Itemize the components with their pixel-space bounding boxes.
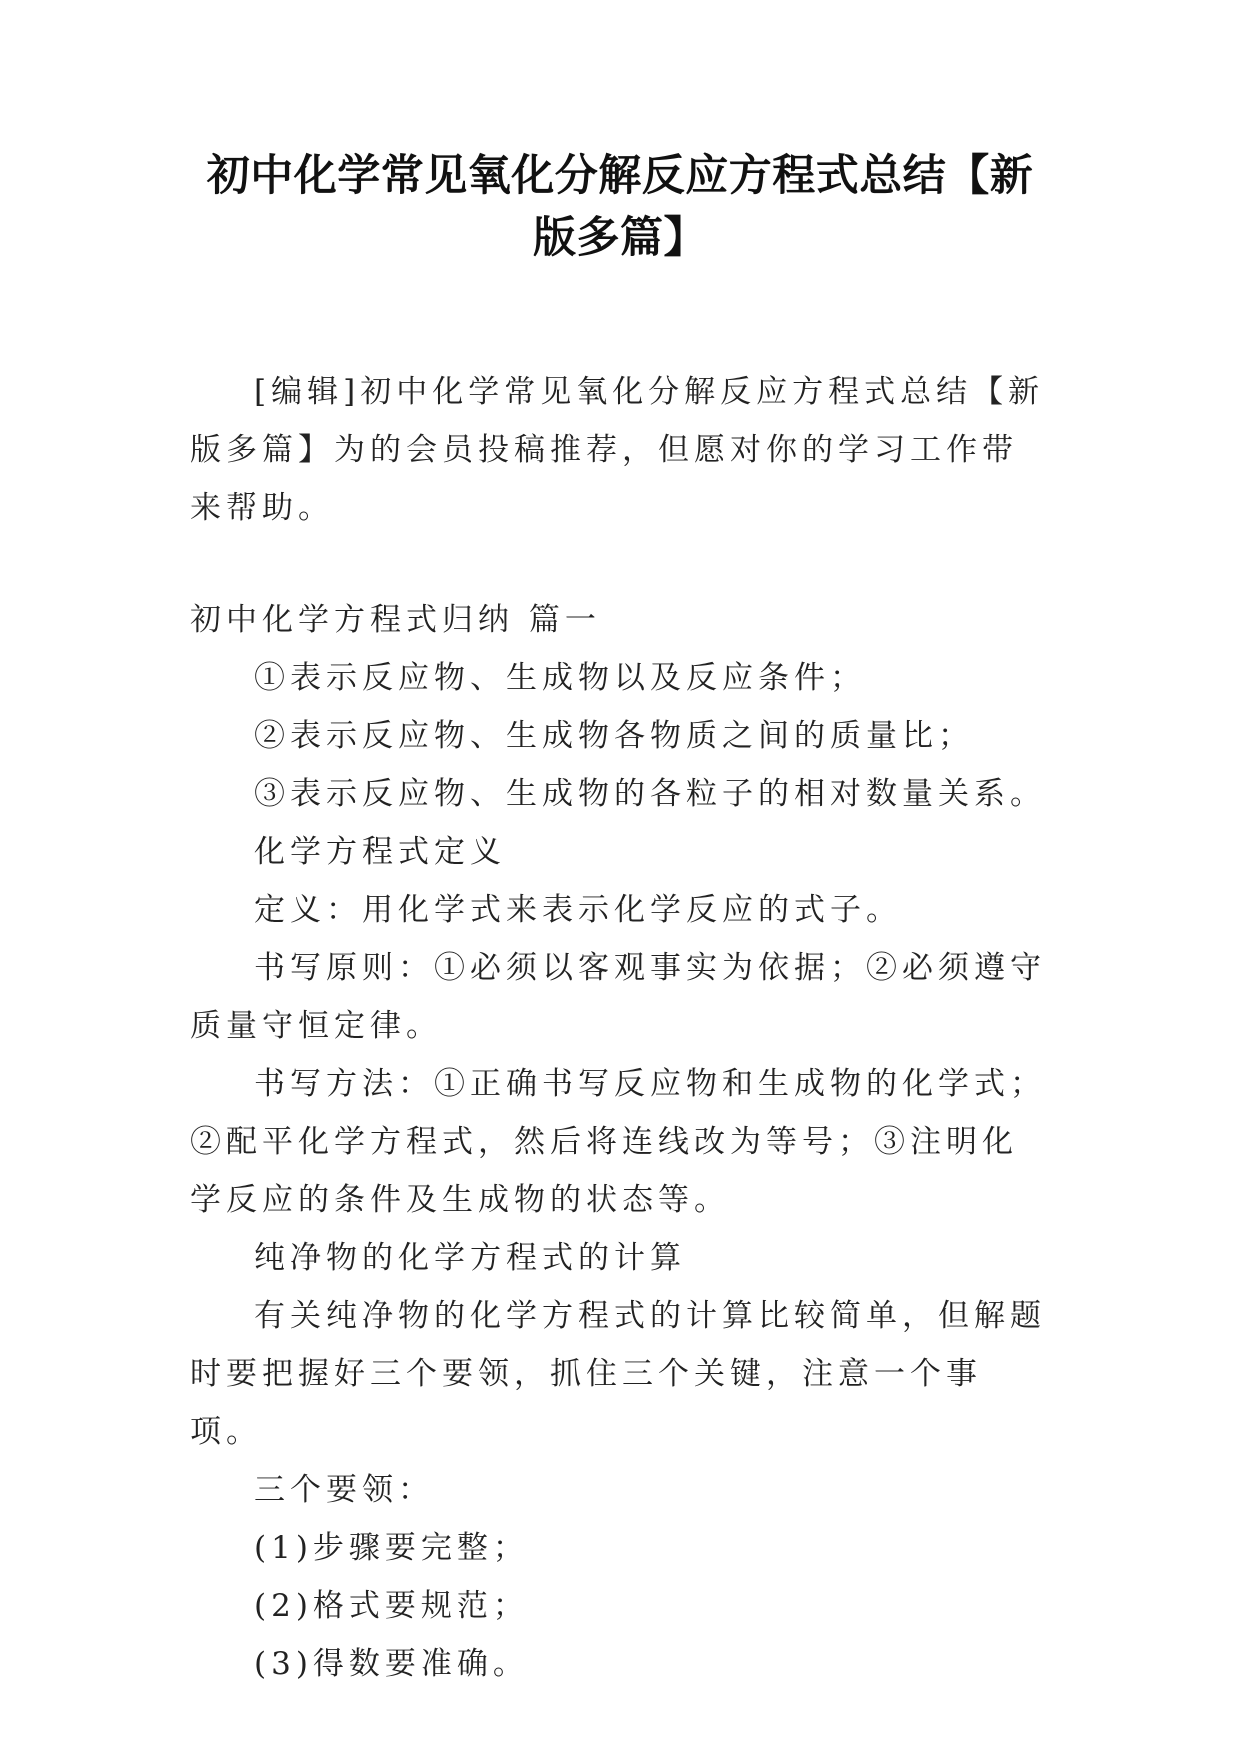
document-content bbox=[190, 145, 1050, 1693]
subheading: 化学方程式定义 bbox=[254, 834, 506, 870]
list-item: (1)步骤要完整； bbox=[254, 1530, 529, 1566]
paragraph: 有关纯净物的化学方程式的计算比较简单，但解题时要把握好三个要领，抓住三个关键，注意一个事项。 bbox=[190, 1298, 1046, 1450]
document-title: 初中化学常见氧化分解反应方程式总结【新版多篇】 bbox=[206, 151, 1034, 263]
list-item: ②表示反应物、生成物各物质之间的质量比； bbox=[254, 718, 974, 754]
document-body bbox=[190, 591, 1050, 1693]
list-item: (3)得数要准确。 bbox=[254, 1646, 529, 1682]
intro-paragraph: [编辑]初中化学常见氧化分解反应方程式总结【新版多篇】为的会员投稿推荐，但愿对你的学习工作带来帮助。 bbox=[190, 374, 1045, 526]
paragraph: 书写方法：①正确书写反应物和生成物的化学式；②配平化学方程式，然后将连线改为等号；③注明化学反应的条件及生成物的状态等。 bbox=[190, 1066, 1046, 1218]
subheading: 纯净物的化学方程式的计算 bbox=[254, 1240, 686, 1276]
section-heading: 初中化学方程式归纳 篇一 bbox=[190, 602, 601, 638]
subheading: 三个要领： bbox=[254, 1472, 434, 1508]
paragraph: 定义：用化学式来表示化学反应的式子。 bbox=[254, 892, 902, 928]
paragraph: 书写原则：①必须以客观事实为依据；②必须遵守质量守恒定律。 bbox=[190, 950, 1046, 1044]
list-item: (2)格式要规范； bbox=[254, 1588, 529, 1624]
list-item: ③表示反应物、生成物的各粒子的相对数量关系。 bbox=[254, 776, 1046, 812]
list-item: ①表示反应物、生成物以及反应条件； bbox=[254, 660, 866, 696]
